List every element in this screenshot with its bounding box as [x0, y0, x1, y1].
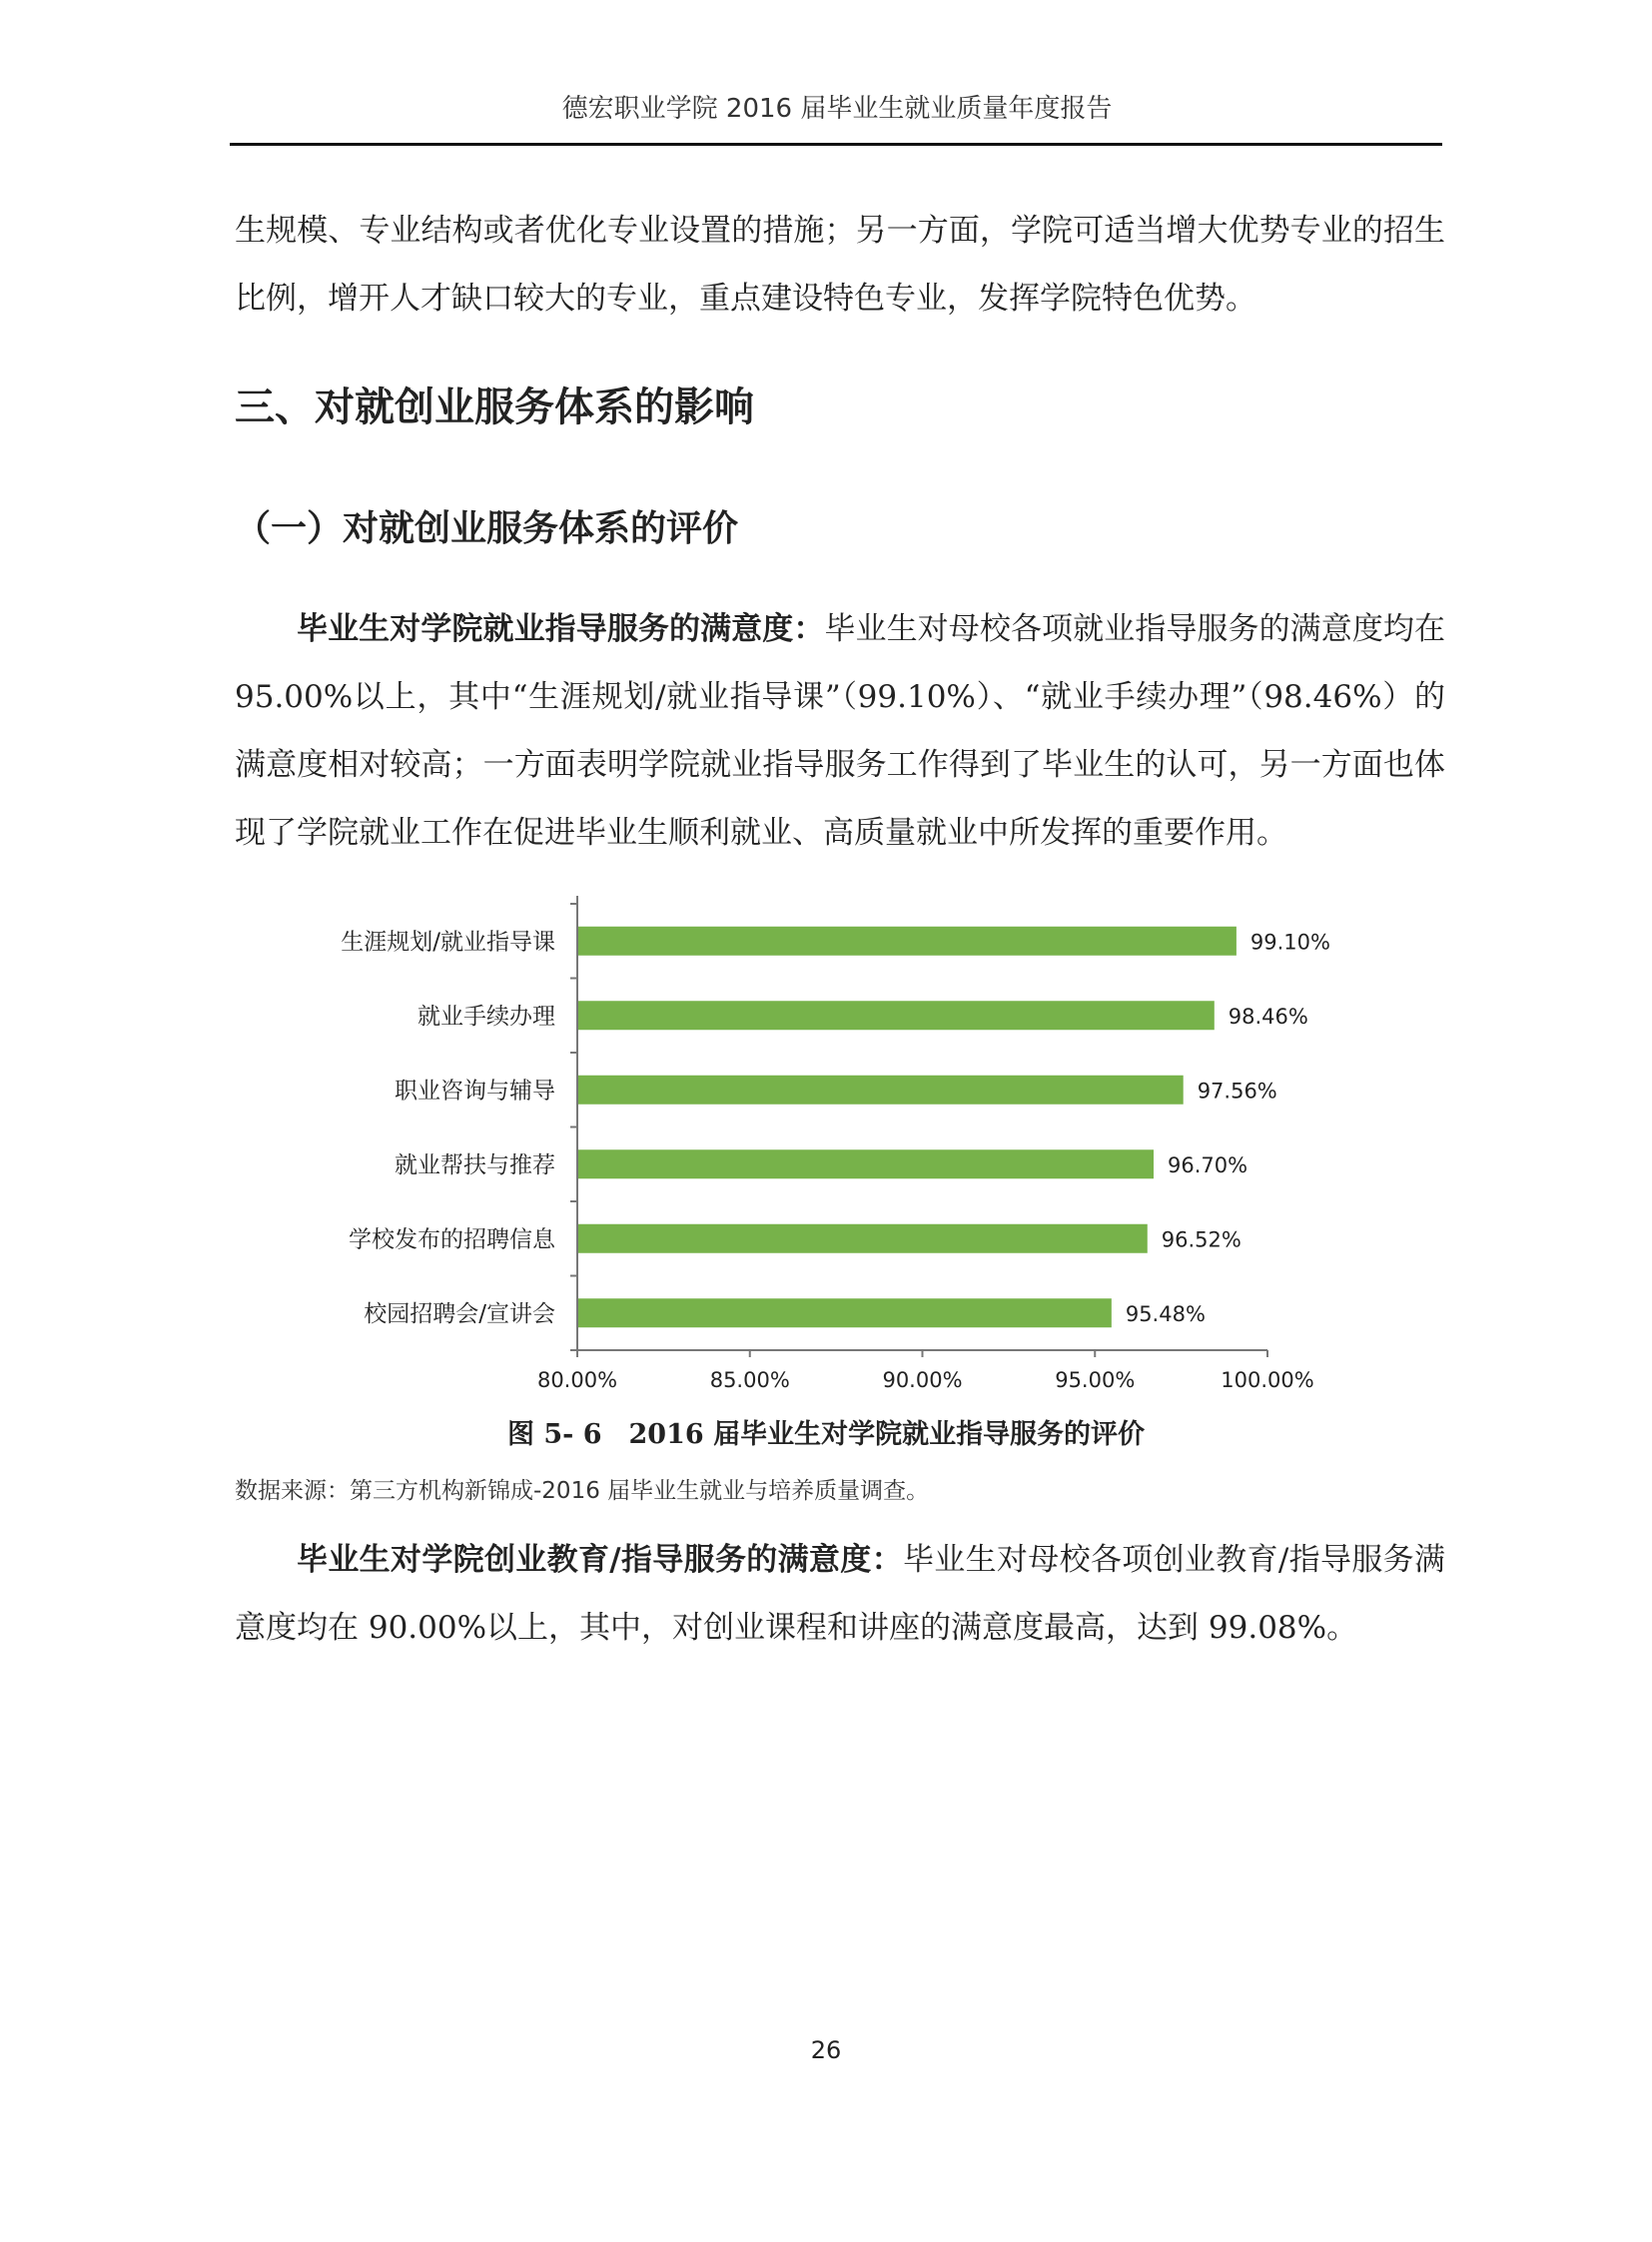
running-header: 德宏职业学院 2016 届毕业生就业质量年度报告	[561, 94, 1113, 124]
x-tick-label: 80.00%	[536, 1368, 618, 1392]
paragraph-lead: 毕业生对学院创业教育/指导服务的满意度：	[297, 1542, 903, 1578]
value-label: 96.70%	[1167, 1152, 1248, 1177]
x-tick-label: 85.00%	[709, 1368, 790, 1392]
category-label: 职业咨询与辅导	[395, 1078, 555, 1105]
entrepreneurship-satisfaction-paragraph	[235, 1526, 1445, 1662]
category-label: 就业帮扶与推荐	[395, 1151, 555, 1178]
category-label: 生涯规划/就业指导课	[341, 929, 555, 956]
category-label: 就业手续办理	[417, 1003, 555, 1030]
paragraph-body: 毕业生对母校各项就业指导服务的满意度均在 95.00%以上，其中“生涯规划/就业指导课”（99.10%）、“就业手续办理”（98.46%）的满意度相对较高；一方面表明学院就业指导服务工作得到了毕业生的认可，另一方面也体现了学院就业工作在促进毕业生顺利就业、高质量就业中所发挥的重要作用。	[235, 611, 1446, 851]
x-tick-label: 90.00%	[882, 1368, 963, 1392]
category-label: 学校发布的招聘信息	[349, 1226, 555, 1253]
bar	[578, 1224, 1148, 1253]
value-label: 99.10%	[1249, 930, 1330, 955]
bar	[578, 1149, 1154, 1178]
category-label: 校园招聘会/宣讲会	[364, 1300, 555, 1327]
section-heading: 三、对就创业服务体系的影响	[235, 384, 754, 430]
service-satisfaction-paragraph	[235, 595, 1445, 867]
paragraph-body: 毕业生对母校各项创业教育/指导服务满意度均在 90.00%以上，其中，对创业课程和讲座的满意度最高，达到 99.08%。	[235, 1542, 1445, 1646]
intro-paragraph	[235, 197, 1445, 333]
figure-caption: 图 5- 6 2016 届毕业生对学院就业指导服务的评价	[506, 1419, 1146, 1450]
page-number: 26	[810, 2036, 842, 2064]
value-label: 96.52%	[1161, 1227, 1241, 1252]
subsection-heading: （一）对就创业服务体系的评价	[235, 508, 739, 549]
x-tick-label: 95.00%	[1055, 1368, 1136, 1392]
x-tick-label: 100.00%	[1221, 1368, 1314, 1392]
bar	[578, 1076, 1184, 1105]
paragraph-lead: 毕业生对学院就业指导服务的满意度：	[297, 611, 825, 647]
data-source-note: 数据来源：第三方机构新锦成-2016 届毕业生就业与培养质量调查。	[235, 1478, 930, 1504]
bar	[578, 1298, 1112, 1327]
header-divider	[230, 143, 1442, 146]
bar	[578, 1001, 1215, 1030]
value-label: 98.46%	[1228, 1004, 1308, 1029]
intro-text: 生规模、专业结构或者优化专业设置的措施；另一方面，学院可适当增大优势专业的招生比例，增开人才缺口较大的专业，重点建设特色专业，发挥学院特色优势。	[235, 213, 1445, 317]
value-label: 97.56%	[1197, 1079, 1277, 1104]
satisfaction-bar-chart	[300, 879, 1358, 1398]
value-label: 95.48%	[1125, 1301, 1206, 1326]
bar	[578, 927, 1237, 956]
